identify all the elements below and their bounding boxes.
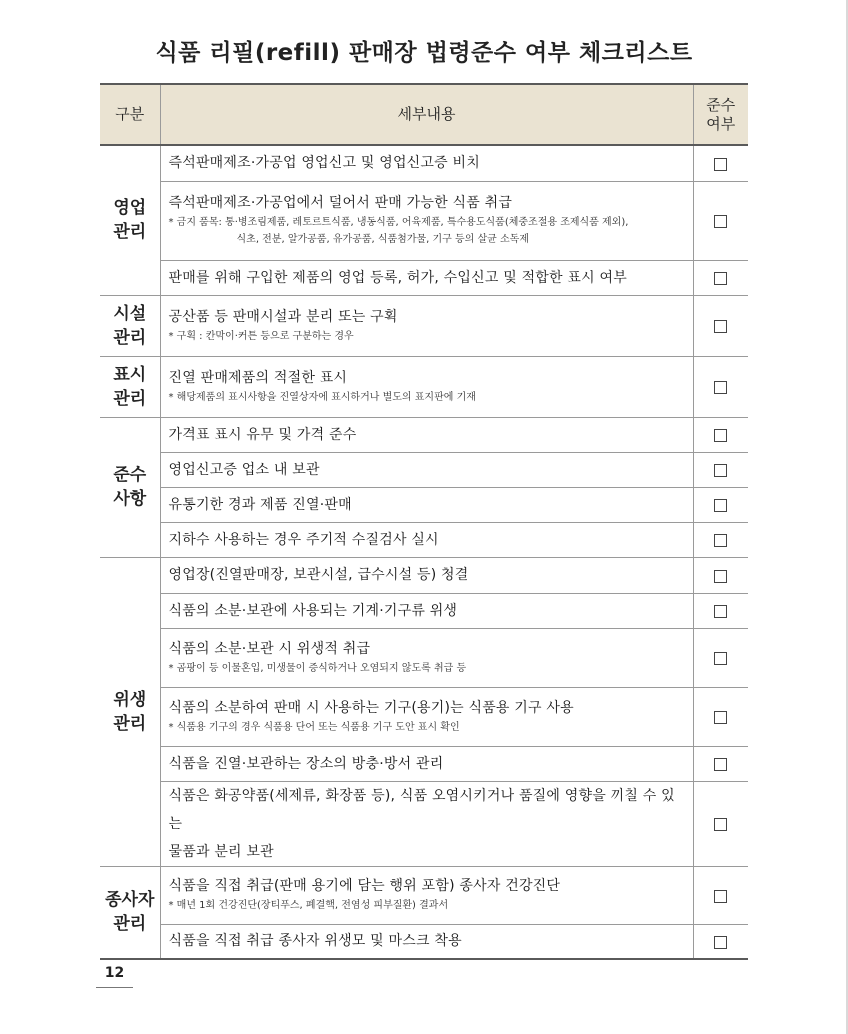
- checkbox[interactable]: [714, 381, 727, 394]
- item-cell: [160, 145, 693, 181]
- category-cell: [100, 417, 160, 557]
- item-cell: [160, 924, 693, 959]
- checkbox[interactable]: [714, 272, 727, 285]
- category-label: 영업: [113, 198, 147, 219]
- table-row: [100, 593, 748, 628]
- table-row: [100, 557, 748, 593]
- compliance-cell: [693, 781, 748, 866]
- item-text: 공산품 등 판매시설과 분리 또는 구획: [168, 308, 398, 325]
- category-label: 관리: [113, 713, 147, 734]
- compliance-cell: [693, 417, 748, 452]
- header-compliance: [693, 84, 748, 145]
- item-note: * 곰팡이 등 이물혼입, 미생물이 증식하거나 오염되지 않도록 취급 등: [168, 662, 467, 674]
- compliance-cell: [693, 487, 748, 522]
- item-text: 식품의 소분·보관 시 위생적 취급: [168, 640, 371, 657]
- header-row: [100, 84, 748, 145]
- checkbox[interactable]: [714, 534, 727, 547]
- note-line: 식초, 전분, 알가공품, 유가공품, 식품첨가물, 기구 등의 살균 소독제: [236, 234, 529, 245]
- item-cell: [160, 295, 693, 356]
- item-cell: [160, 356, 693, 417]
- header-category: 구분: [100, 84, 160, 145]
- item-cell: [160, 593, 693, 628]
- compliance-cell: [693, 356, 748, 417]
- item-note: * 구획 : 칸막이·커튼 등으로 구분하는 경우: [168, 330, 354, 342]
- table-row: [100, 452, 748, 487]
- category-label: 관리: [113, 327, 147, 348]
- table-row: [100, 687, 748, 746]
- item-cell: [160, 746, 693, 781]
- item-cell: [160, 781, 693, 866]
- item-text: 유통기한 경과 제품 진열·판매: [168, 496, 352, 513]
- table-row: [100, 356, 748, 417]
- category-label: 사항: [113, 489, 147, 509]
- item-text: 식품을 직접 취급 종사자 위생모 및 마스크 착용: [168, 933, 462, 950]
- item-cell: [160, 522, 693, 557]
- item-cell: [160, 181, 693, 260]
- compliance-cell: [693, 452, 748, 487]
- document-title: 식품 리필(refill) 판매장 법령준수 여부 체크리스트: [155, 40, 693, 66]
- item-note: [169, 214, 685, 248]
- item-text: 식품을 진열·보관하는 장소의 방충·방서 관리: [168, 755, 444, 772]
- compliance-cell: [693, 593, 748, 628]
- category-cell: [100, 866, 160, 959]
- category-label: 표시: [113, 364, 147, 385]
- header-detail: 세부내용: [160, 84, 693, 145]
- item-text: 지하수 사용하는 경우 주기적 수질검사 실시: [168, 531, 439, 548]
- compliance-cell: [693, 295, 748, 356]
- item-cell: [160, 866, 693, 924]
- item-text: 즉석판매제조·가공업 영업신고 및 영업신고증 비치: [168, 155, 480, 172]
- checkbox[interactable]: [714, 570, 727, 583]
- item-cell: [160, 260, 693, 295]
- item-text: 식품을 직접 취급(판매 용기에 담는 행위 포함) 종사자 건강진단: [168, 878, 561, 894]
- category-label: 준수: [113, 465, 147, 485]
- category-cell: [100, 295, 160, 356]
- category-label: 관리: [113, 388, 147, 409]
- table-row: [100, 145, 748, 181]
- checkbox[interactable]: [714, 818, 727, 831]
- category-label: 시설: [113, 303, 147, 324]
- item-cell: [160, 557, 693, 593]
- checklist-table: [100, 83, 748, 960]
- checkbox[interactable]: [714, 652, 727, 665]
- header-compliance-line1: 준수: [706, 95, 736, 114]
- page-number: 12: [104, 965, 125, 981]
- category-cell: [100, 145, 160, 295]
- table-row: [100, 781, 748, 866]
- checkbox[interactable]: [714, 758, 727, 771]
- table-row: [100, 260, 748, 295]
- category-label: 관리: [113, 222, 147, 243]
- page-number-underline: [96, 987, 133, 988]
- table-row: [100, 417, 748, 452]
- item-text: 진열 판매제품의 적절한 표시: [168, 369, 348, 386]
- table-row: [100, 181, 748, 260]
- category-label: 위생: [113, 689, 147, 710]
- compliance-cell: [693, 181, 748, 260]
- item-cell: [160, 417, 693, 452]
- compliance-cell: [693, 746, 748, 781]
- category-cell: [100, 557, 160, 866]
- item-text: 영업신고증 업소 내 보관: [168, 461, 320, 478]
- item-text: 식품의 소분·보관에 사용되는 기계·기구류 위생: [168, 602, 458, 619]
- item-text: 즉석판매제조·가공업에서 덜어서 판매 가능한 식품 취급: [168, 195, 513, 211]
- table-row: [100, 628, 748, 687]
- table-row: [100, 866, 748, 924]
- checkbox[interactable]: [714, 890, 727, 903]
- item-text: [169, 782, 685, 866]
- table-row: [100, 746, 748, 781]
- item-text-line: 물품과 분리 보관: [168, 843, 274, 860]
- compliance-cell: [693, 557, 748, 593]
- compliance-cell: [693, 687, 748, 746]
- item-cell: [160, 487, 693, 522]
- item-note: * 해당제품의 표시사항을 진열상자에 표시하거나 별도의 표지판에 기재: [168, 391, 476, 403]
- item-cell: [160, 628, 693, 687]
- checkbox[interactable]: [714, 158, 727, 171]
- item-cell: [160, 687, 693, 746]
- item-text: 영업장(진열판매장, 보관시설, 급수시설 등) 청결: [168, 567, 469, 583]
- item-text: 가격표 표시 유무 및 가격 준수: [168, 426, 357, 443]
- table-row: [100, 295, 748, 356]
- checkbox[interactable]: [714, 464, 727, 477]
- checkbox[interactable]: [714, 429, 727, 442]
- item-note: * 식품용 기구의 경우 식품용 단어 또는 식품용 기구 도안 표시 확인: [168, 721, 460, 733]
- checkbox[interactable]: [714, 320, 727, 333]
- item-cell: [160, 452, 693, 487]
- item-note: * 매년 1회 건강진단(장티푸스, 폐결핵, 전염성 피부질환) 결과서: [168, 900, 449, 911]
- checkbox[interactable]: [714, 711, 727, 724]
- item-text: 판매를 위해 구입한 제품의 영업 등록, 허가, 수입신고 및 적합한 표시 여부: [168, 269, 627, 286]
- compliance-cell: [693, 866, 748, 924]
- checkbox[interactable]: [714, 215, 727, 228]
- category-label: 관리: [113, 914, 147, 935]
- category-label: 종사자: [105, 890, 155, 911]
- compliance-cell: [693, 924, 748, 959]
- note-line: * 금지 품목: 통·병조림제품, 레토르트식품, 냉동식품, 어육제품, 특수용도식품(체중조절용 조제식품 제외),: [168, 217, 629, 228]
- checkbox[interactable]: [714, 499, 727, 512]
- compliance-cell: [693, 628, 748, 687]
- table-row: [100, 924, 748, 959]
- compliance-cell: [693, 522, 748, 557]
- item-text-line: 식품은 화공약품(세제류, 화장품 등), 식품 오염시키거나 품질에 영향을 끼칠 수 있는: [168, 787, 675, 832]
- compliance-cell: [693, 260, 748, 295]
- checkbox[interactable]: [714, 605, 727, 618]
- category-cell: [100, 356, 160, 417]
- item-text: 식품의 소분하여 판매 시 사용하는 기구(용기)는 식품용 기구 사용: [168, 699, 574, 716]
- header-compliance-line2: 여부: [706, 114, 736, 133]
- table-row: [100, 487, 748, 522]
- checkbox[interactable]: [714, 936, 727, 949]
- compliance-cell: [693, 145, 748, 181]
- table-row: [100, 522, 748, 557]
